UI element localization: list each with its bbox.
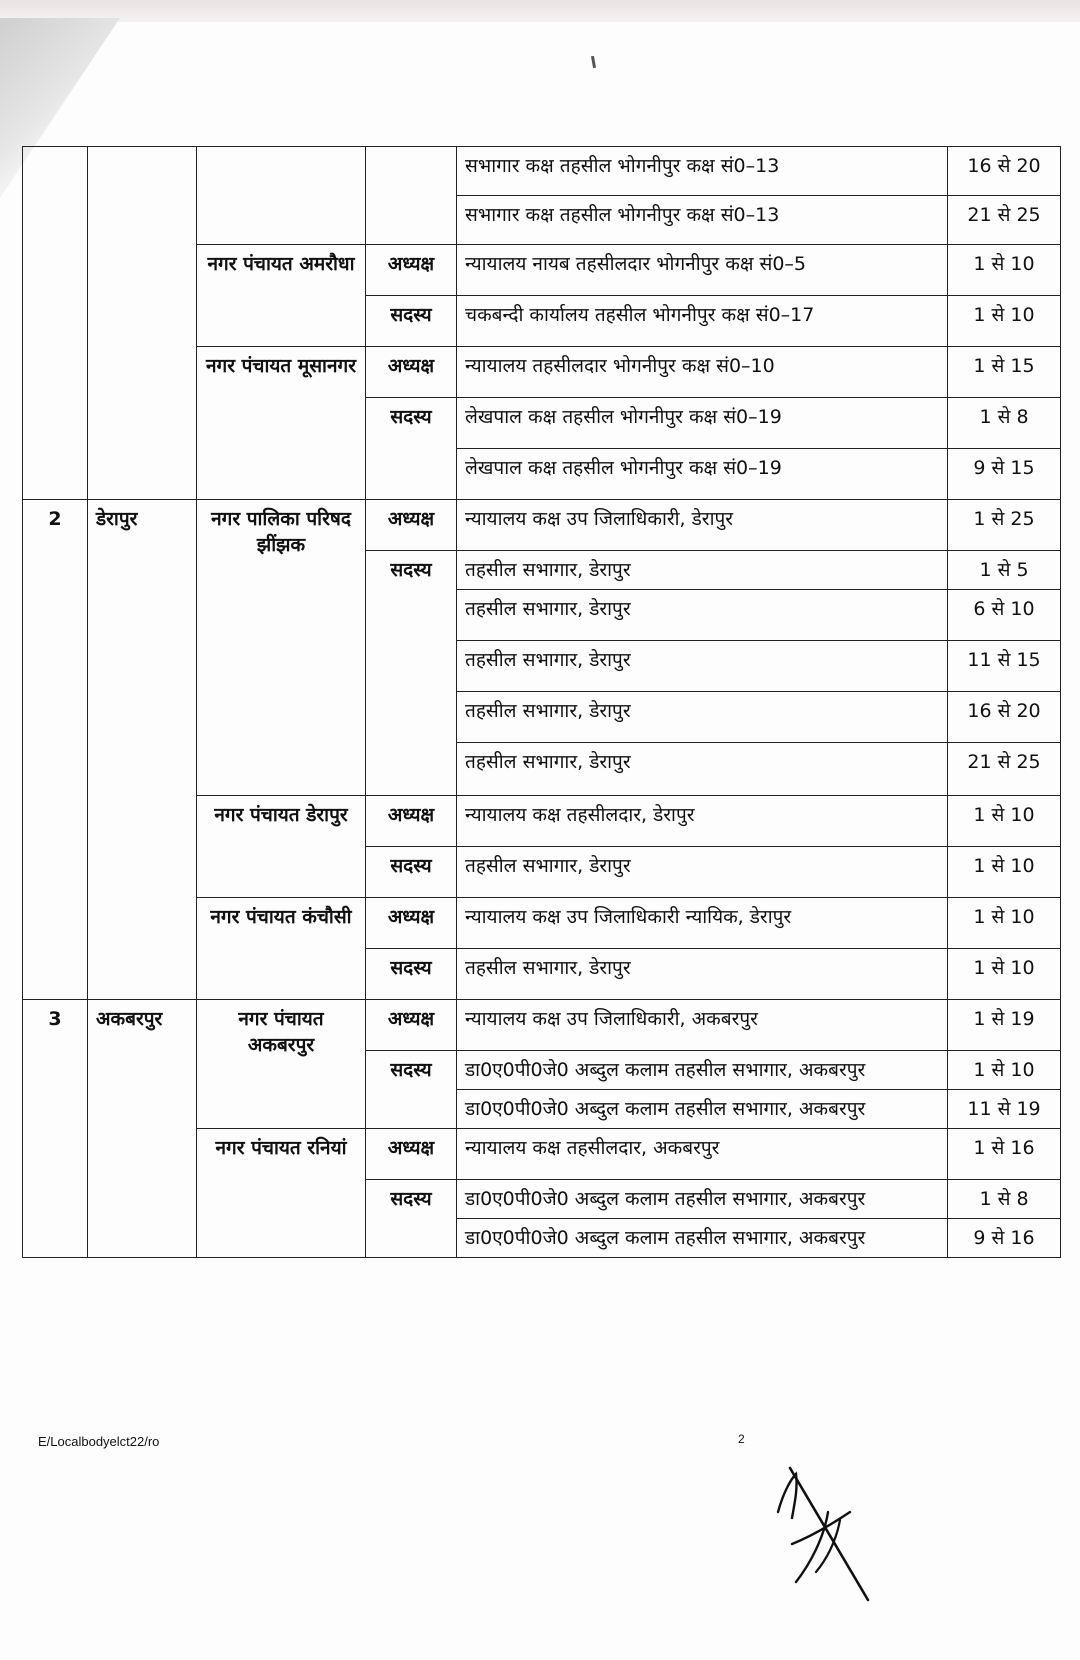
page-number: 2 (738, 1432, 745, 1446)
tehsil-cell (88, 147, 197, 500)
table-row (23, 147, 1061, 196)
ward-range-cell: 1 से 5 (948, 551, 1061, 590)
ward-range-cell: 1 से 19 (948, 1000, 1061, 1051)
ward-range-cell: 9 से 15 (948, 449, 1061, 500)
venue-cell: तहसील सभागार, डेरापुर (457, 590, 948, 641)
post-cell: सदस्य (366, 551, 457, 796)
ward-range-cell: 21 से 25 (948, 196, 1061, 245)
local-body-cell: नगर पंचायत अमरौधा (197, 245, 366, 347)
venue-cell: तहसील सभागार, डेरापुर (457, 692, 948, 743)
ward-range-cell: 1 से 10 (948, 796, 1061, 847)
post-cell (366, 147, 457, 245)
post-cell: सदस्य (366, 1180, 457, 1258)
post-cell: अध्यक्ष (366, 1129, 457, 1180)
ward-range-cell: 9 से 16 (948, 1219, 1061, 1258)
local-body-cell: नगर पंचायत कंचौसी (197, 898, 366, 1000)
post-cell: सदस्य (366, 949, 457, 1000)
local-body-cell: नगर पंचायत अकबरपुर (197, 1000, 366, 1129)
venue-cell: न्यायालय कक्ष उप जिलाधिकारी, अकबरपुर (457, 1000, 948, 1051)
venue-cell: तहसील सभागार, डेरापुर (457, 641, 948, 692)
ward-range-cell: 11 से 19 (948, 1090, 1061, 1129)
serial-cell: 2 (23, 500, 88, 1000)
ward-range-cell: 1 से 10 (948, 245, 1061, 296)
venue-cell: न्यायालय तहसीलदार भोगनीपुर कक्ष सं0–10 (457, 347, 948, 398)
ward-range-cell: 21 से 25 (948, 743, 1061, 796)
post-cell: अध्यक्ष (366, 245, 457, 296)
venue-cell: न्यायालय कक्ष उप जिलाधिकारी, डेरापुर (457, 500, 948, 551)
venue-cell: डा0ए0पी0जे0 अब्दुल कलाम तहसील सभागार, अकबरपुर (457, 1219, 948, 1258)
post-cell: सदस्य (366, 296, 457, 347)
venue-cell: डा0ए0पी0जे0 अब्दुल कलाम तहसील सभागार, अकबरपुर (457, 1090, 948, 1129)
ward-range-cell: 16 से 20 (948, 692, 1061, 743)
ward-range-cell: 1 से 10 (948, 1051, 1061, 1090)
ward-range-cell: 1 से 10 (948, 847, 1061, 898)
venue-cell: डा0ए0पी0जे0 अब्दुल कलाम तहसील सभागार, अकबरपुर (457, 1051, 948, 1090)
post-cell: अध्यक्ष (366, 1000, 457, 1051)
venue-cell: तहसील सभागार, डेरापुर (457, 551, 948, 590)
local-body-cell (197, 147, 366, 245)
serial-cell: 3 (23, 1000, 88, 1258)
local-body-cell: नगर पंचायत रनियां (197, 1129, 366, 1258)
ward-range-cell: 1 से 25 (948, 500, 1061, 551)
post-cell: सदस्य (366, 1051, 457, 1129)
venue-cell: चकबन्दी कार्यालय तहसील भोगनीपुर कक्ष सं0–17 (457, 296, 948, 347)
post-cell: अध्यक्ष (366, 796, 457, 847)
venue-cell: न्यायालय कक्ष तहसीलदार, डेरापुर (457, 796, 948, 847)
ward-range-cell: 1 से 8 (948, 1180, 1061, 1219)
venue-cell: सभागार कक्ष तहसील भोगनीपुर कक्ष सं0–13 (457, 196, 948, 245)
scan-edge (0, 0, 1080, 22)
counting-schedule-table (22, 146, 1061, 1258)
post-cell: अध्यक्ष (366, 898, 457, 949)
pen-mark (591, 56, 596, 68)
ward-range-cell: 1 से 16 (948, 1129, 1061, 1180)
ward-range-cell: 1 से 8 (948, 398, 1061, 449)
tehsil-cell: अकबरपुर (88, 1000, 197, 1258)
post-cell: अध्यक्ष (366, 500, 457, 551)
post-cell: सदस्य (366, 398, 457, 500)
table-row (23, 500, 1061, 551)
venue-cell: तहसील सभागार, डेरापुर (457, 847, 948, 898)
ward-range-cell: 11 से 15 (948, 641, 1061, 692)
post-cell: अध्यक्ष (366, 347, 457, 398)
venue-cell: न्यायालय कक्ष तहसीलदार, अकबरपुर (457, 1129, 948, 1180)
venue-cell: तहसील सभागार, डेरापुर (457, 743, 948, 796)
ward-range-cell: 1 से 10 (948, 296, 1061, 347)
local-body-cell: नगर पंचायत मूसानगर (197, 347, 366, 500)
venue-cell: न्यायालय नायब तहसीलदार भोगनीपुर कक्ष सं0–5 (457, 245, 948, 296)
tehsil-cell: डेरापुर (88, 500, 197, 1000)
local-body-cell: नगर पालिका परिषद झींझक (197, 500, 366, 796)
ward-range-cell: 6 से 10 (948, 590, 1061, 641)
post-cell: सदस्य (366, 847, 457, 898)
venue-cell: न्यायालय कक्ष उप जिलाधिकारी न्यायिक, डेरापुर (457, 898, 948, 949)
venue-cell: तहसील सभागार, डेरापुर (457, 949, 948, 1000)
serial-cell (23, 147, 88, 500)
ward-range-cell: 1 से 10 (948, 949, 1061, 1000)
ward-range-cell: 1 से 10 (948, 898, 1061, 949)
local-body-cell: नगर पंचायत डेरापुर (197, 796, 366, 898)
ward-range-cell: 1 से 15 (948, 347, 1061, 398)
handwritten-signature (770, 1460, 900, 1610)
file-reference: E/Localbodyelct22/ro (38, 1434, 160, 1449)
venue-cell: डा0ए0पी0जे0 अब्दुल कलाम तहसील सभागार, अकबरपुर (457, 1180, 948, 1219)
venue-cell: लेखपाल कक्ष तहसील भोगनीपुर कक्ष सं0–19 (457, 398, 948, 449)
venue-cell: लेखपाल कक्ष तहसील भोगनीपुर कक्ष सं0–19 (457, 449, 948, 500)
ward-range-cell: 16 से 20 (948, 147, 1061, 196)
venue-cell: सभागार कक्ष तहसील भोगनीपुर कक्ष सं0–13 (457, 147, 948, 196)
table-row (23, 1000, 1061, 1051)
